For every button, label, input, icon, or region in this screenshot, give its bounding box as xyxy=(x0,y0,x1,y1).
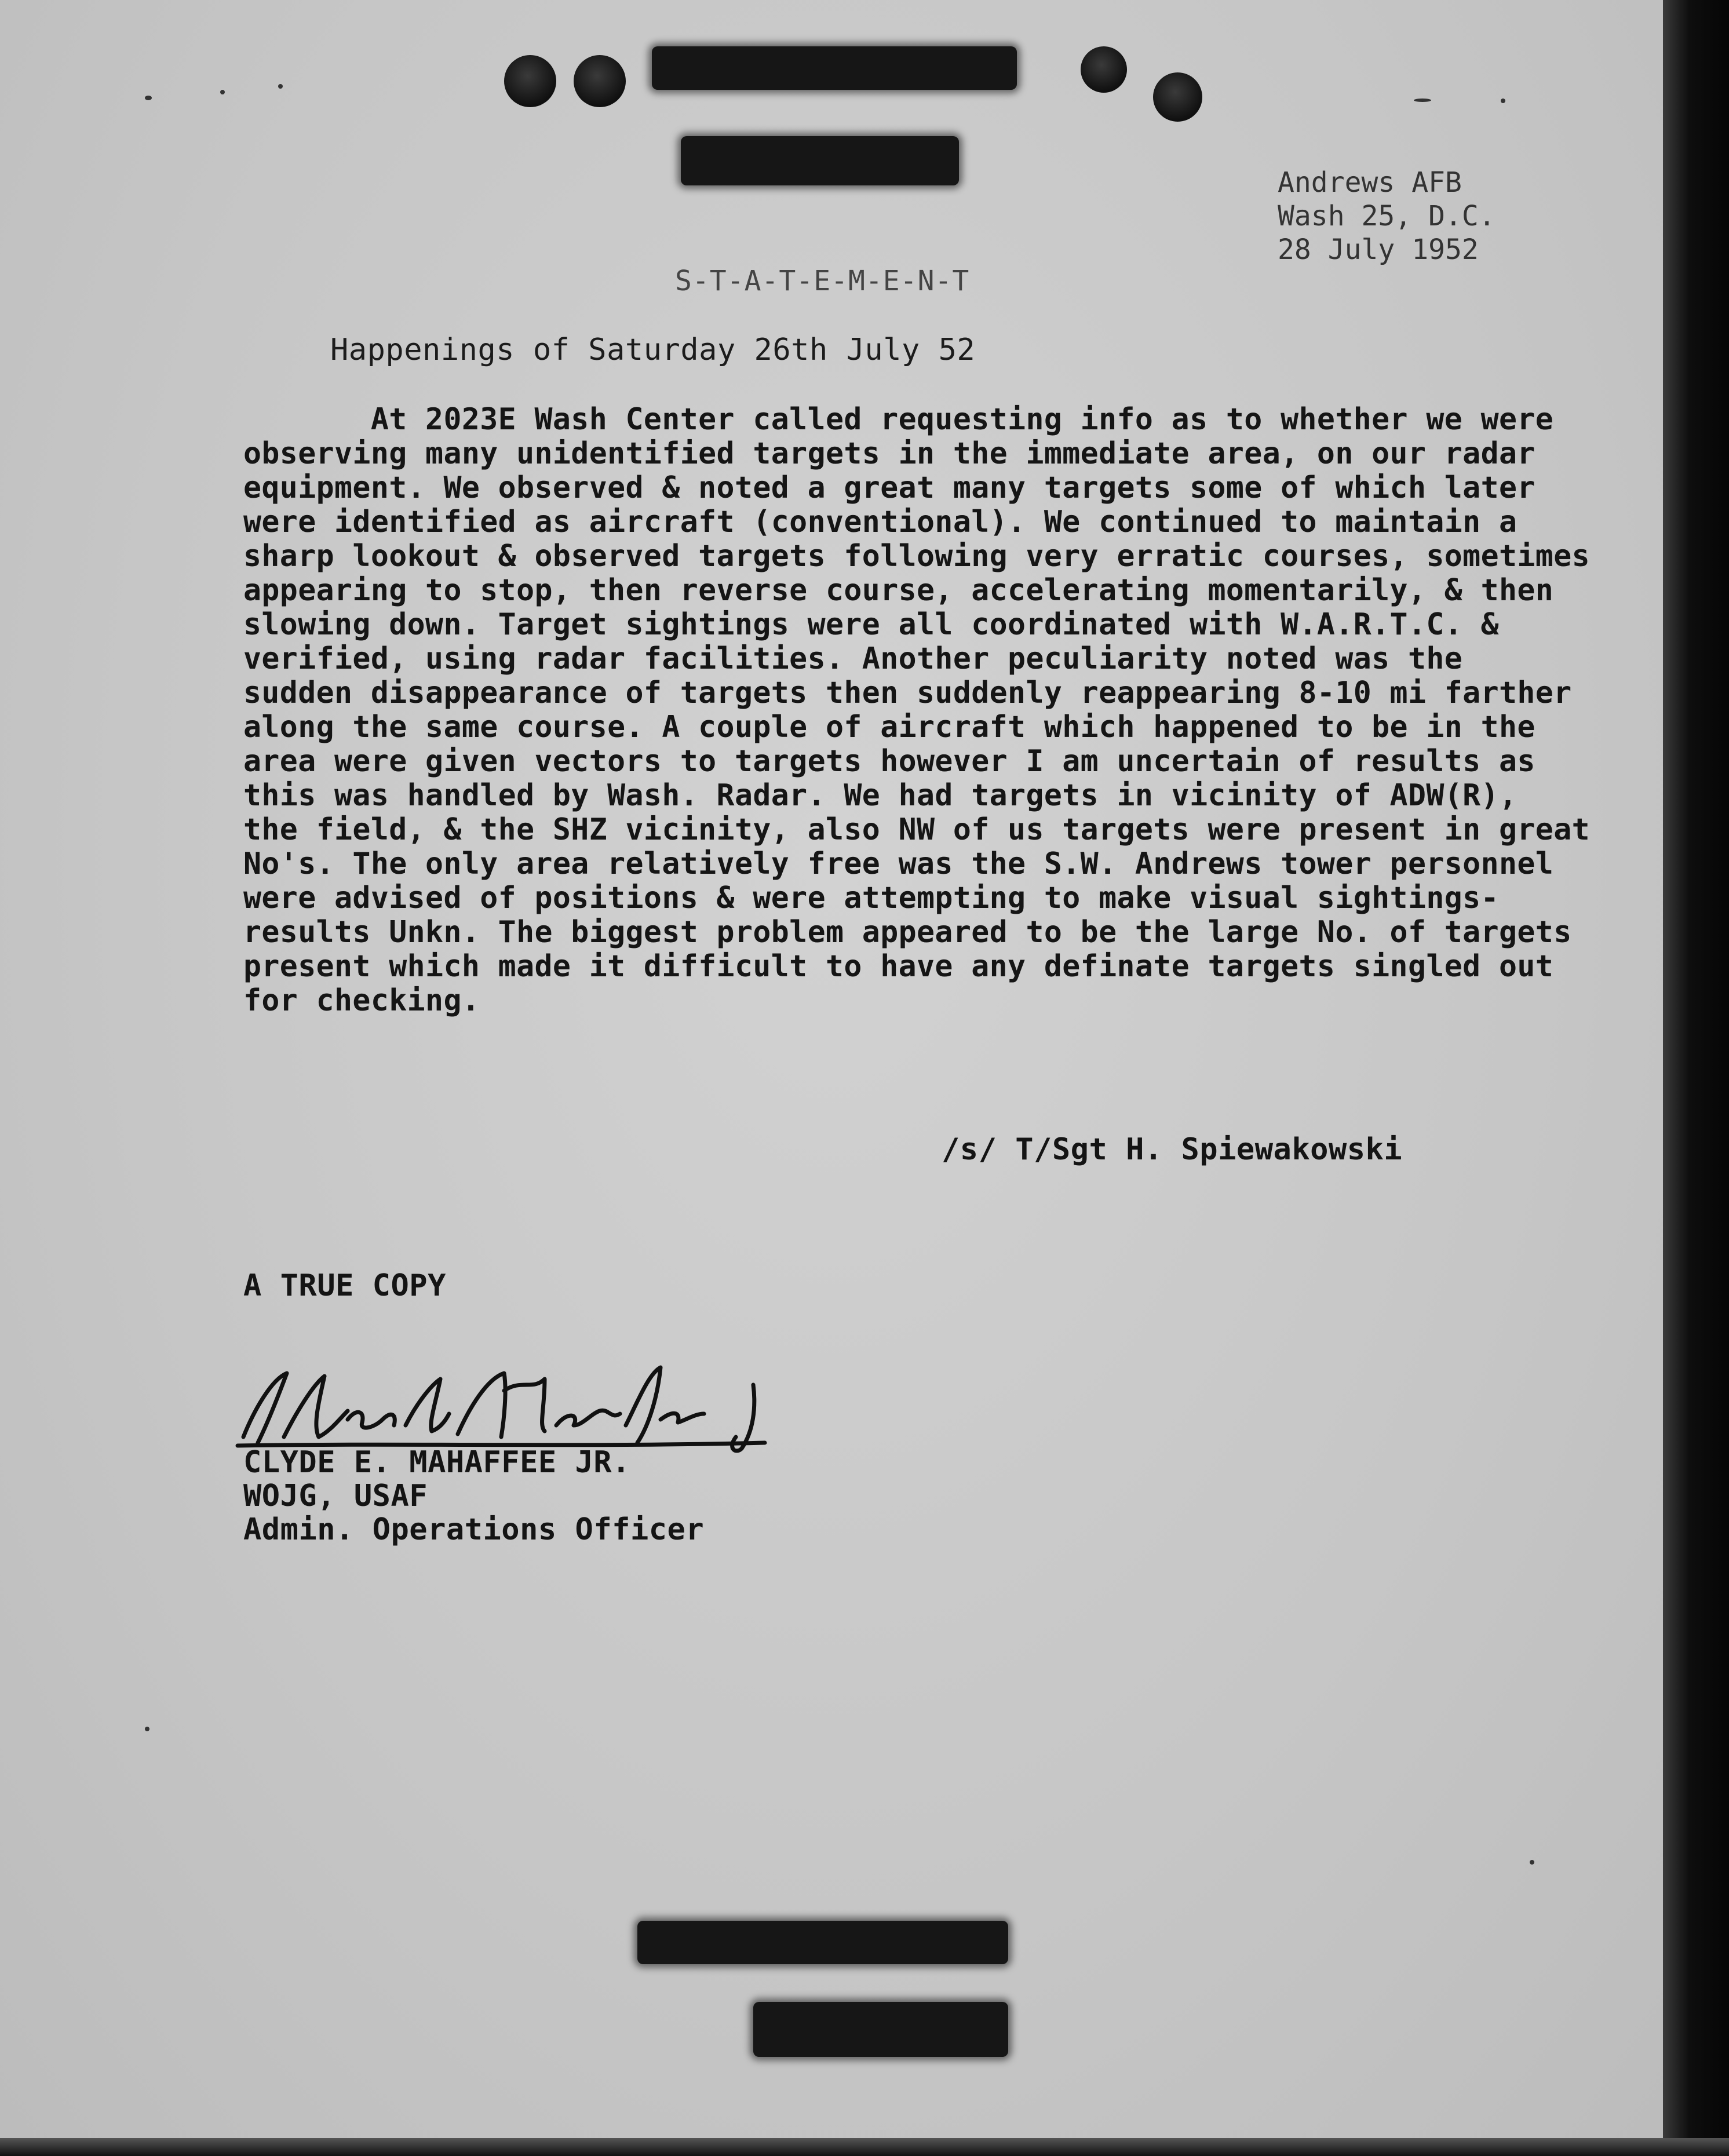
speck xyxy=(1530,1860,1534,1865)
body-line: No's. The only area relatively free was the S.W. Andrews tower personnel xyxy=(243,847,1554,881)
header-location-line1: Andrews AFB xyxy=(1278,166,1462,199)
body-line: slowing down. Target sightings were all coordinated with W.A.R.T.C. & xyxy=(243,607,1499,642)
speck xyxy=(1501,99,1505,103)
certifying-officer-rank: WOJG, USAF xyxy=(243,1479,428,1513)
body-line: verified, using radar facilities. Another peculiarity noted was the xyxy=(243,641,1463,676)
body-line: equipment. We observed & noted a great many targets some of which later xyxy=(243,470,1535,505)
document-subtitle: Happenings of Saturday 26th July 52 xyxy=(330,333,976,367)
speck xyxy=(278,84,283,89)
body-line: appearing to stop, then reverse course, accelerating momentarily, & then xyxy=(243,573,1554,608)
body-line: results Unkn. The biggest problem appeared to be the large No. of targets xyxy=(243,915,1572,950)
punch-hole-left-1 xyxy=(504,55,556,107)
signature-block: /s/ T/Sgt H. Spiewakowski xyxy=(942,1132,1403,1167)
statement-body xyxy=(243,402,1591,1018)
handwritten-signature xyxy=(232,1356,800,1460)
certifying-officer-title: Admin. Operations Officer xyxy=(243,1512,705,1547)
speck xyxy=(220,90,225,94)
body-line: area were given vectors to targets however I am uncertain of results as xyxy=(243,744,1535,779)
body-line: for checking. xyxy=(243,983,480,1018)
redaction-bar-top xyxy=(652,46,1017,90)
header-location-line2: Wash 25, D.C. xyxy=(1278,200,1495,232)
speck xyxy=(145,96,152,100)
punch-hole-right-2 xyxy=(1153,72,1202,122)
body-line: sudden disappearance of targets then suddenly reappearing 8-10 mi farther xyxy=(243,676,1572,710)
speck xyxy=(1414,99,1431,102)
punch-hole-left-2 xyxy=(574,55,626,107)
body-line: the field, & the SHZ vicinity, also NW of us targets were present in great xyxy=(243,812,1591,847)
body-line: At 2023E Wash Center called requesting info as to whether we were xyxy=(243,402,1554,437)
redaction-bar-bottom-1 xyxy=(637,1921,1008,1964)
header-date: 28 July 1952 xyxy=(1278,234,1479,266)
body-line: were identified as aircraft (conventional). We continued to maintain a xyxy=(243,505,1518,539)
certifying-officer-name: CLYDE E. MAHAFFEE JR. xyxy=(243,1445,630,1480)
body-line: observing many unidentified targets in the immediate area, on our radar xyxy=(243,436,1535,471)
redaction-bar-classification xyxy=(681,136,959,185)
scan-edge-right xyxy=(1663,0,1729,2156)
body-line: this was handled by Wash. Radar. We had targets in vicinity of ADW(R), xyxy=(243,778,1518,813)
punch-hole-right-1 xyxy=(1081,46,1127,93)
redaction-bar-bottom-2 xyxy=(753,2002,1008,2057)
body-line: were advised of positions & were attempting to make visual sightings- xyxy=(243,881,1499,915)
scan-edge-bottom xyxy=(0,2138,1729,2156)
body-line: present which made it difficult to have any definate targets singled out xyxy=(243,949,1554,984)
document-title: S-T-A-T-E-M-E-N-T xyxy=(675,265,970,297)
speck xyxy=(145,1727,149,1731)
body-line: along the same course. A couple of aircraft which happened to be in the xyxy=(243,710,1535,745)
true-copy-label: A TRUE COPY xyxy=(243,1268,446,1303)
body-line: sharp lookout & observed targets following very erratic courses, sometimes xyxy=(243,539,1591,574)
